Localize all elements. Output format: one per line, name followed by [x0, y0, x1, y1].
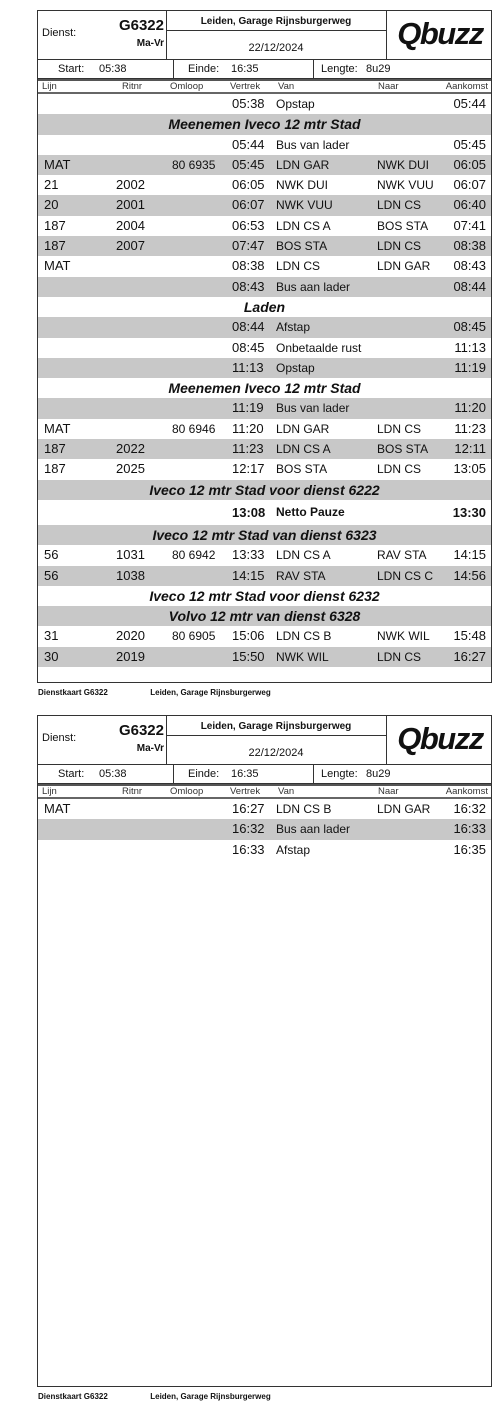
arrival-time: 06:05 [453, 156, 486, 172]
section-header: Meenemen Iveco 12 mtr Stad [38, 114, 491, 134]
trip-row [38, 236, 491, 256]
from-stop: NWK DUI [276, 178, 328, 193]
departure-time: 11:13 [232, 359, 264, 375]
arrival-time: 16:33 [453, 821, 486, 837]
arrival-time: 08:43 [453, 258, 486, 274]
footer-label: Dienstkaart G6322 [38, 1392, 108, 1401]
arrival-time: 11:20 [454, 400, 486, 416]
from-stop: LDN CS A [276, 218, 331, 233]
arrival-time: 11:13 [454, 339, 486, 355]
times-divider [173, 60, 174, 78]
dienst-code: G6322 [118, 17, 164, 34]
trip-row [38, 317, 491, 337]
arrival-time: 12:11 [454, 441, 486, 457]
section-header: Iveco 12 mtr Stad voor dienst 6232 [149, 587, 380, 604]
from-stop: Opstap [276, 97, 315, 111]
trip-row [38, 459, 491, 479]
pause-row [38, 500, 491, 525]
to-stop: LDN GAR [377, 802, 431, 816]
line-number: 20 [44, 197, 59, 213]
col-vertrek: Vertrek [230, 786, 261, 797]
trip-row [38, 799, 491, 819]
duty-card-page-1 [37, 10, 492, 683]
line-number: 187 [44, 461, 66, 477]
column-header-row [38, 784, 491, 799]
col-ritnr: Ritnr [122, 81, 143, 92]
times-divider [313, 60, 314, 78]
start-label: Start: [58, 768, 85, 780]
trip-row [38, 94, 491, 114]
from-stop: NWK VUU [276, 198, 333, 213]
arrival-time: 16:32 [453, 801, 486, 816]
departure-time: 16:32 [232, 821, 265, 837]
arrival-time: 05:45 [453, 136, 486, 152]
trip-list [38, 799, 491, 860]
departure-time: 08:44 [232, 319, 265, 335]
length-value: 8u29 [366, 63, 391, 75]
trip-row [38, 155, 491, 175]
trip-list [38, 94, 491, 667]
departure-time: 14:15 [232, 567, 265, 583]
to-stop: LDN CS [377, 421, 422, 436]
end-time: 16:35 [231, 768, 259, 780]
trip-row [38, 216, 491, 236]
departure-time: 15:06 [232, 628, 265, 644]
card-header [38, 11, 491, 60]
col-ritnr: Ritnr [122, 786, 143, 797]
qbuzz-logo: Qbuzz [397, 16, 483, 51]
departure-time: 16:27 [232, 801, 265, 816]
to-stop: NWK DUI [377, 157, 429, 172]
page-footer [38, 688, 271, 697]
section-header: Meenemen Iveco 12 mtr Stad [168, 380, 361, 397]
from-stop: Bus aan lader [276, 279, 351, 294]
from-stop: Bus van lader [276, 137, 350, 152]
shift-times-row [38, 60, 491, 79]
departure-time: 07:47 [232, 238, 265, 254]
length-value: 8u29 [366, 768, 391, 780]
departure-time: 11:23 [232, 441, 264, 457]
arrival-time: 08:44 [453, 278, 486, 294]
to-stop: LDN CS C [377, 568, 434, 583]
vehicle-block: 80 6946 [172, 421, 216, 436]
trip-row [38, 135, 491, 155]
end-label: Einde: [188, 768, 220, 780]
section-header: Volvo 12 mtr van dienst 6328 [38, 606, 491, 626]
dienst-label: Dienst: [42, 732, 77, 744]
trip-number: 2022 [116, 441, 145, 457]
from-stop: LDN GAR [276, 421, 330, 436]
col-omloop: Omloop [170, 81, 204, 92]
col-van: Van [278, 786, 295, 797]
end-label: Einde: [188, 63, 220, 75]
from-stop: BOS STA [276, 239, 328, 254]
arrival-time: 08:45 [453, 319, 486, 335]
footer-garage: Leiden, Garage Rijnsburgerweg [150, 688, 271, 697]
trip-row [38, 439, 491, 459]
dienst-code: G6322 [118, 722, 164, 739]
line-number: 187 [44, 441, 66, 457]
trip-number: 2002 [116, 177, 145, 193]
trip-row [38, 840, 491, 860]
departure-time: 08:45 [232, 339, 265, 355]
col-aankomst: Aankomst [445, 81, 488, 92]
arrival-time: 14:15 [453, 547, 486, 563]
length-label: Lengte: [321, 63, 358, 75]
trip-number: 2019 [116, 648, 145, 664]
col-omloop: Omloop [170, 786, 204, 797]
departure-time: 11:20 [232, 420, 264, 436]
arrival-time: 07:41 [453, 217, 486, 233]
end-time: 16:35 [231, 63, 259, 75]
service-days: Ma-Vr [136, 743, 164, 754]
trip-number: 2004 [116, 217, 145, 233]
line-number: MAT [44, 801, 71, 816]
col-lijn: Lijn [42, 81, 57, 92]
card-header [38, 716, 491, 765]
trip-row [38, 195, 491, 215]
arrival-time: 16:35 [453, 841, 486, 857]
departure-time: 08:43 [232, 278, 265, 294]
to-stop: LDN CS [377, 649, 422, 664]
from-stop: Afstap [276, 842, 311, 857]
from-stop: LDN CS A [276, 548, 331, 563]
trip-row [38, 566, 491, 586]
start-time: 05:38 [99, 63, 127, 75]
trip-number: 2001 [116, 197, 145, 213]
arrival-time: 08:38 [453, 238, 486, 254]
section-header: Laden [243, 298, 286, 315]
line-number: 56 [44, 547, 59, 563]
from-stop: LDN CS [276, 259, 321, 274]
line-number: MAT [44, 420, 71, 436]
departure-time: 15:50 [232, 648, 265, 664]
section-header: Iveco 12 mtr Stad van dienst 6323 [38, 525, 491, 545]
from-stop: RAV STA [276, 568, 326, 583]
vehicle-block: 80 6942 [172, 548, 216, 563]
length-label: Lengte: [321, 768, 358, 780]
departure-time: 16:33 [232, 841, 265, 857]
header-divider [166, 30, 386, 31]
col-vertrek: Vertrek [230, 81, 261, 92]
line-number: 187 [44, 238, 66, 254]
trip-number: 1031 [116, 547, 145, 563]
line-number: MAT [44, 258, 71, 274]
from-stop: Bus van lader [276, 401, 350, 416]
from-stop: LDN CS B [276, 802, 332, 816]
from-stop: Opstap [276, 360, 315, 375]
from-stop: Afstap [276, 320, 311, 335]
arrival-time: 13:05 [453, 461, 486, 477]
trip-row [38, 338, 491, 358]
trip-number: 2025 [116, 461, 145, 477]
line-number: 21 [44, 177, 59, 193]
to-stop: LDN CS [377, 462, 422, 477]
garage-name: Leiden, Garage Rijnsburgerweg [200, 16, 352, 27]
arrival-time: 06:07 [453, 177, 486, 193]
trip-row [38, 175, 491, 195]
departure-time: 05:44 [232, 136, 265, 152]
line-number: 56 [44, 567, 59, 583]
to-stop: NWK WIL [377, 629, 430, 644]
arrival-time: 05:44 [453, 96, 486, 111]
from-stop: Onbetaalde rust [276, 340, 362, 355]
arrival-time: 11:19 [454, 359, 486, 375]
page-footer [38, 1392, 271, 1401]
to-stop: RAV STA [377, 548, 427, 563]
departure-time: 06:53 [232, 217, 265, 233]
duty-date: 22/12/2024 [248, 747, 304, 759]
trip-row [38, 398, 491, 418]
header-divider [166, 735, 386, 736]
col-lijn: Lijn [42, 786, 57, 797]
col-naar: Naar [378, 786, 399, 797]
start-time: 05:38 [99, 768, 127, 780]
trip-number: 2020 [116, 628, 145, 644]
duty-date: 22/12/2024 [248, 42, 304, 54]
departure-time: 06:05 [232, 177, 265, 193]
times-divider [173, 765, 174, 783]
column-header-row [38, 79, 491, 94]
dienst-label: Dienst: [42, 27, 77, 39]
times-divider [313, 765, 314, 783]
from-stop: Bus aan lader [276, 822, 351, 837]
departure-time: 13:33 [232, 547, 265, 563]
col-van: Van [278, 81, 295, 92]
from-stop: NWK WIL [276, 649, 329, 664]
departure-time: 13:08 [232, 504, 266, 520]
trip-row [38, 647, 491, 667]
arrival-time: 06:40 [453, 197, 486, 213]
vehicle-block: 80 6905 [172, 629, 216, 644]
from-stop: LDN CS A [276, 442, 331, 457]
service-days: Ma-Vr [136, 38, 164, 49]
line-number: 187 [44, 217, 66, 233]
to-stop: LDN GAR [377, 259, 431, 274]
trip-number: 1038 [116, 567, 145, 583]
trip-row [38, 256, 491, 276]
footer-label: Dienstkaart G6322 [38, 688, 108, 697]
departure-time: 05:38 [232, 96, 265, 111]
line-number: MAT [44, 156, 71, 172]
departure-time: 12:17 [232, 461, 265, 477]
garage-name: Leiden, Garage Rijnsburgerweg [200, 721, 352, 732]
departure-time: 06:07 [232, 197, 265, 213]
col-aankomst: Aankomst [445, 786, 488, 797]
col-naar: Naar [378, 81, 399, 92]
from-stop: LDN GAR [276, 157, 330, 172]
start-label: Start: [58, 63, 85, 75]
to-stop: LDN CS [377, 239, 422, 254]
trip-row [38, 419, 491, 439]
trip-row [38, 819, 491, 839]
trip-row [38, 545, 491, 565]
to-stop: BOS STA [377, 442, 429, 457]
to-stop: BOS STA [377, 218, 429, 233]
footer-garage: Leiden, Garage Rijnsburgerweg [150, 1392, 271, 1401]
to-stop: LDN CS [377, 198, 422, 213]
arrival-time: 15:48 [453, 628, 486, 644]
trip-row [38, 626, 491, 646]
departure-time: 08:38 [232, 258, 265, 274]
from-stop: LDN CS B [276, 629, 332, 644]
arrival-time: 16:27 [453, 648, 486, 664]
from-stop: BOS STA [276, 462, 328, 477]
line-number: 30 [44, 648, 59, 664]
qbuzz-logo: Qbuzz [397, 721, 483, 756]
duty-card-page-2 [37, 715, 492, 1387]
trip-row [38, 358, 491, 378]
vehicle-block: 80 6935 [172, 157, 216, 172]
trip-number: 2007 [116, 238, 145, 254]
trip-row [38, 277, 491, 297]
to-stop: NWK VUU [377, 178, 434, 193]
arrival-time: 11:23 [454, 420, 486, 436]
arrival-time: 14:56 [453, 567, 486, 583]
from-stop: Netto Pauze [276, 504, 345, 519]
line-number: 31 [44, 628, 59, 644]
section-header: Iveco 12 mtr Stad voor dienst 6222 [38, 480, 491, 500]
shift-times-row [38, 765, 491, 784]
departure-time: 05:45 [232, 156, 265, 172]
departure-time: 11:19 [232, 400, 264, 416]
arrival-time: 13:30 [452, 504, 486, 520]
